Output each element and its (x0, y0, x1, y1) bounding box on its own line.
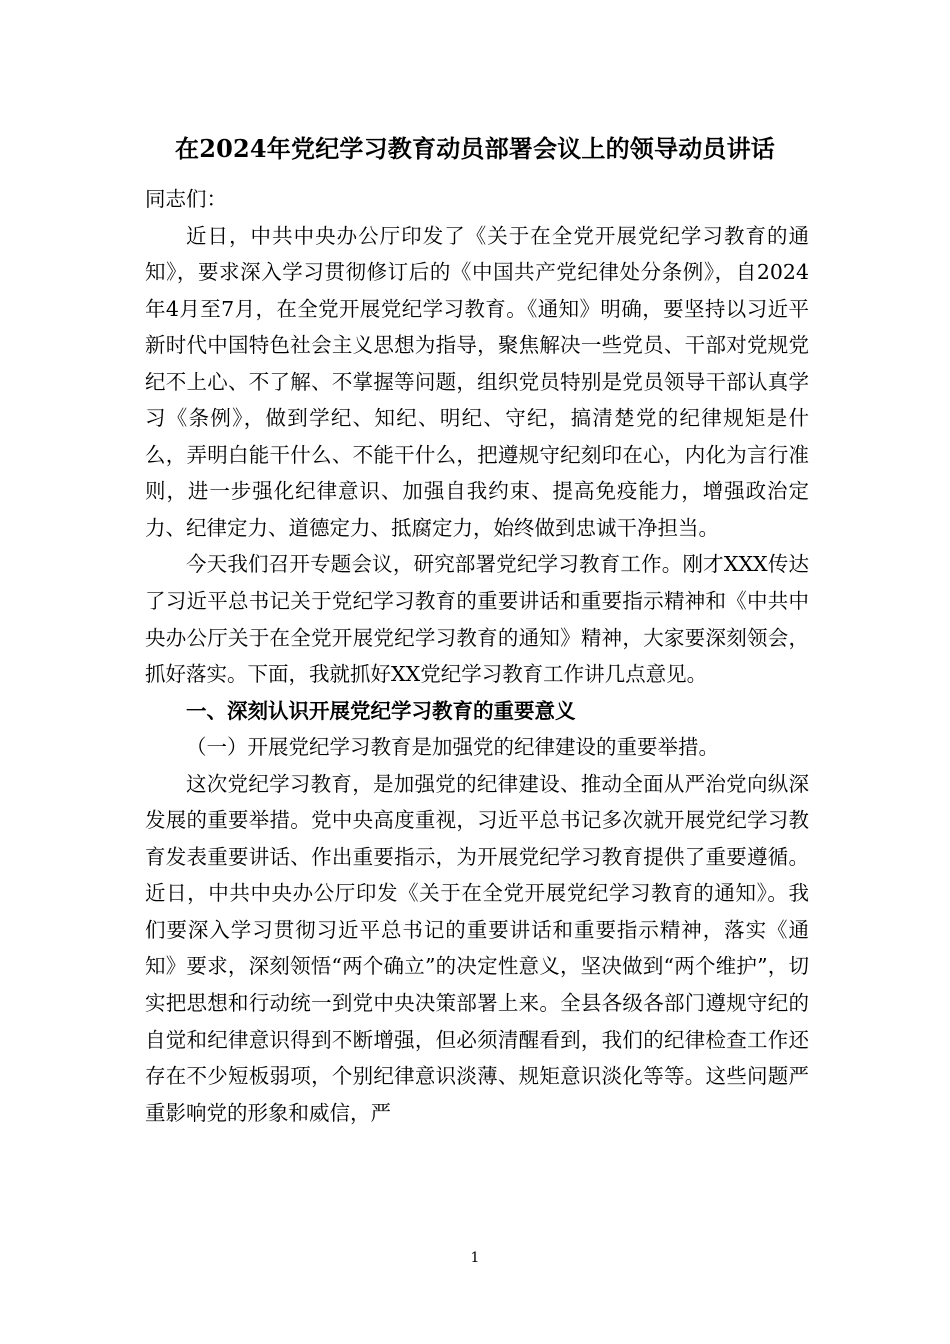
paragraph-meeting: 今天我们召开专题会议，研究部署党纪学习教育工作。刚才XXX传达了习近平总书记关于党纪学习教育的重要讲话和重要指示精神和《中共中央办公厅关于在全党开展党纪学习教育的通知》精神，大家要深刻领会，抓好落实。下面，我就抓好XX党纪学习教育工作讲几点意见。 (145, 552, 809, 687)
paragraph-section1: 这次党纪学习教育，是加强党的纪律建设、推动全面从严治党向纵深发展的重要举措。党中央高度重视，习近平总书记多次就开展党纪学习教育发表重要讲话、作出重要指示，为开展党纪学习教育提供了重要遵循。近日，中共中央办公厅印发《关于在全党开展党纪学习教育的通知》。我们要深入学习贯彻习近平总书记的重要讲话和重要指示精神，落实《通知》要求，深刻领悟“两个确立”的决定性意义，坚决做到“两个维护”，切实把思想和行动统一到党中央决策部署上来。全县各级各部门遵规守纪的自觉和纪律意识得到不断增强，但必须清醒看到，我们的纪律检查工作还存在不少短板弱项，个别纪律意识淡薄、规矩意识淡化等等。这些问题严重影响党的形象和威信，严 (145, 771, 809, 1125)
paragraph-intro: 近日，中共中央办公厅印发了《关于在全党开展党纪学习教育的通知》，要求深入学习贯彻修订后的《中国共产党纪律处分条例》，自2024年4月至7月，在全党开展党纪学习教育。《通知》明确，要坚持以习近平新时代中国特色社会主义思想为指导，聚焦解决一些党员、干部对党规党纪不上心、不了解、不掌握等问题，组织党员特别是党员领导干部认真学习《条例》，做到学纪、知纪、明纪、守纪，搞清楚党的纪律规矩是什么，弄明白能干什么、不能干什么，把遵规守纪刻印在心，内化为言行准则，进一步强化纪律意识、加强自我约束、提高免疫能力，增强政治定力、纪律定力、道德定力、抵腐定力，始终做到忠诚干净担当。 (145, 223, 809, 540)
salutation: 同志们： (145, 187, 227, 211)
section-heading-1: 一、深刻认识开展党纪学习教育的重要意义 (186, 698, 576, 723)
subsection-heading-1-1: （一）开展党纪学习教育是加强党的纪律建设的重要举措。 (186, 735, 719, 760)
document-title: 在2024年党纪学习教育动员部署会议上的领导动员讲话 (175, 134, 775, 163)
page-number: 1 (470, 1250, 480, 1266)
document-body (145, 181, 809, 1131)
